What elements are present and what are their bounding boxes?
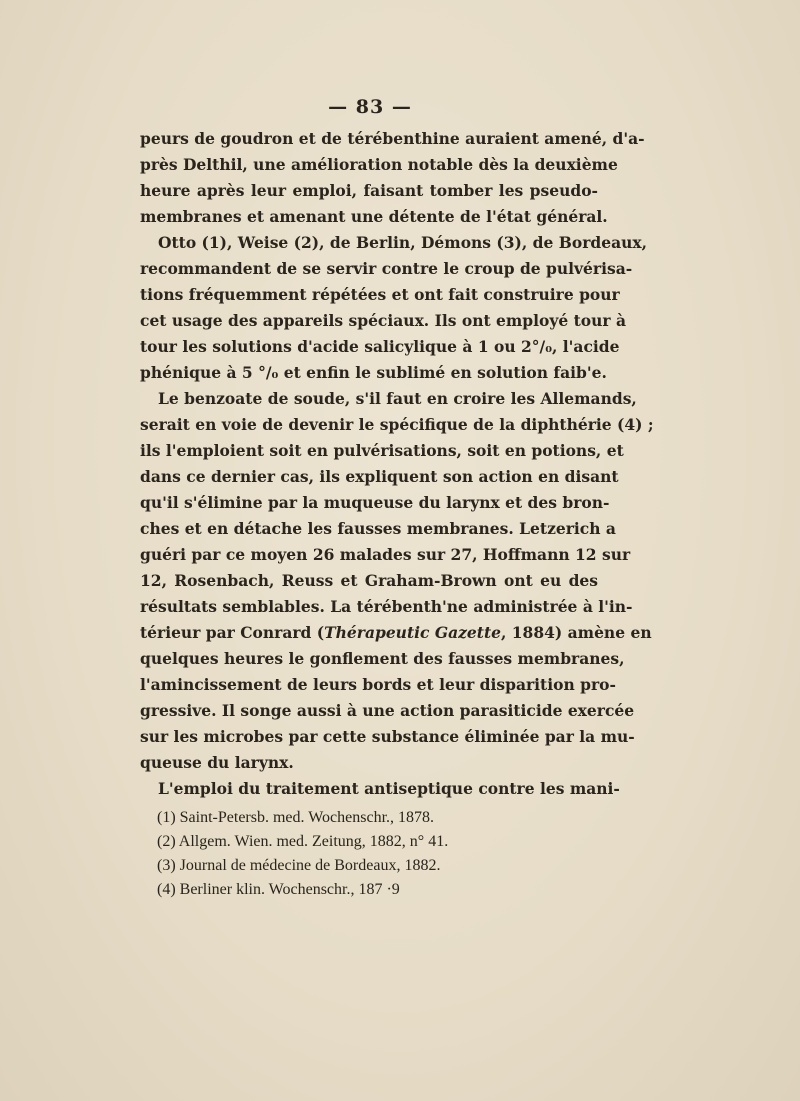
text-line: sur les microbes par cette substance éliminée par la mu-: [140, 727, 635, 746]
body-text: [140, 126, 654, 802]
text-line: Otto (1), Weise (2), de Berlin, Démons (3), de Bordeaux,: [158, 233, 648, 252]
footnote: (2) Allgem. Wien. med. Zeitung, 1882, n° 41.: [157, 833, 449, 850]
text-line: guéri par ce moyen 26 malades sur 27, Hoffmann 12 sur: [140, 545, 631, 564]
text-line: recommandent de se servir contre le croup de pulvérisa-: [140, 259, 633, 278]
text-line: L'emploi du traitement antiseptique contre les mani-: [158, 779, 620, 798]
text-line: qu'il s'élimine par la muqueuse du larynx et des bron-: [140, 493, 610, 512]
text-line-with-citation: [140, 620, 652, 646]
text-line: ils l'emploient soit en pulvérisations, soit en potions, et: [140, 441, 624, 460]
text-line: Le benzoate de soude, s'il faut en croire les Allemands,: [158, 389, 637, 408]
text-segment: , 1884) amène en: [500, 623, 652, 642]
text-line: ches et en détache les fausses membranes. Letzerich a: [140, 519, 616, 538]
text-line: queuse du larynx.: [140, 753, 294, 772]
text-line: près Delthil, une amélioration notable dès la deuxième: [140, 155, 618, 174]
footnotes: [157, 806, 577, 902]
text-segment: térieur par Conrard (: [140, 623, 325, 642]
text-line: 12, Rosenbach, Reuss et Graham-Brown ont eu des: [140, 571, 598, 590]
text-line: peurs de goudron et de térébenthine auraient amené, d'a-: [140, 129, 645, 148]
text-line: l'amincissement de leurs bords et leur disparition pro-: [140, 675, 616, 694]
text-line: tions fréquemment répétées et ont fait construire pour: [140, 285, 620, 304]
text-line: cet usage des appareils spéciaux. Ils ont employé tour à: [140, 311, 626, 330]
page-number: — 83 —: [328, 96, 412, 118]
text-line: quelques heures le gonflement des fausses membranes,: [140, 649, 625, 668]
text-line: tour les solutions d'acide salicylique à 1 ou 2°/₀, l'acide: [140, 337, 620, 356]
text-line: gressive. Il songe aussi à une action parasiticide exercée: [140, 701, 635, 720]
footnote: (1) Saint-Petersb. med. Wochenschr., 1878.: [157, 809, 435, 826]
footnote: (3) Journal de médecine de Bordeaux, 1882.: [157, 857, 441, 874]
text-line: dans ce dernier cas, ils expliquent son action en disant: [140, 467, 619, 486]
journal-title: Thérapeutic Gazette: [324, 623, 501, 642]
footnote: (4) Berliner klin. Wochenschr., 187 ·9: [157, 881, 400, 898]
text-line: membranes et amenant une détente de l'état général.: [140, 207, 608, 226]
text-line: serait en voie de devenir le spécifique de la diphthérie (4) ;: [140, 415, 654, 434]
text-line: résultats semblables. La térébenth'ne administrée à l'in-: [140, 597, 633, 616]
text-line: phénique à 5 °/₀ et enfin le sublimé en solution faib'e.: [140, 363, 607, 382]
text-line: heure après leur emploi, faisant tomber les pseudo-: [140, 181, 598, 200]
